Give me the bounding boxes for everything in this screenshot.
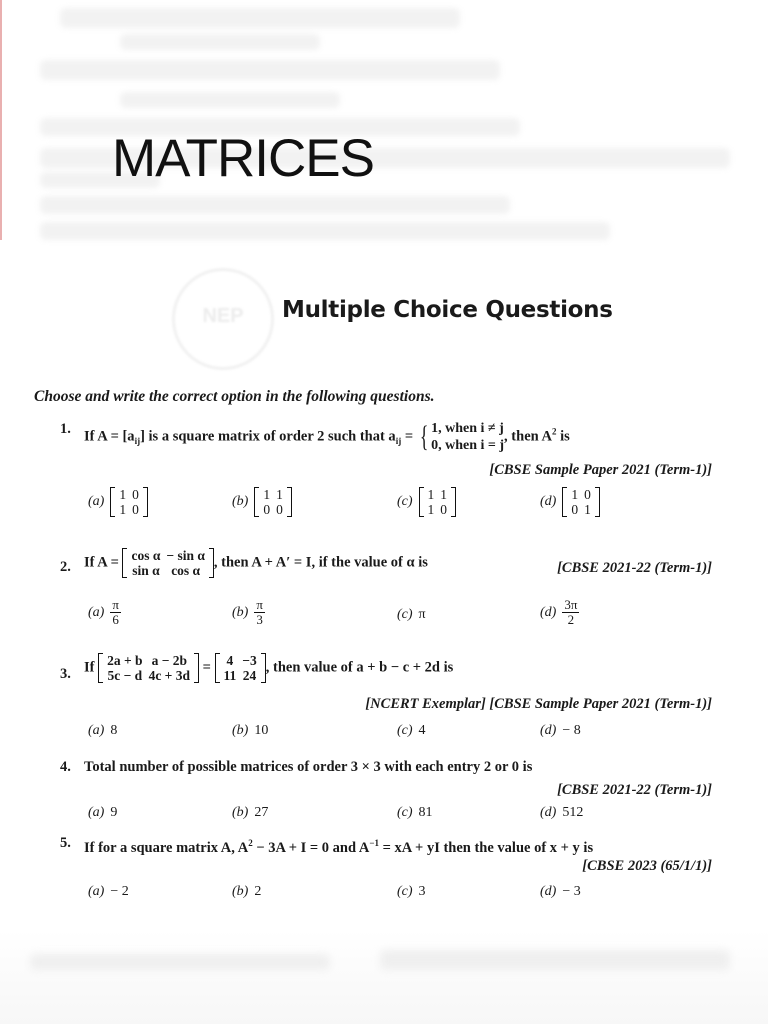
question-source: [NCERT Exemplar] [CBSE Sample Paper 2021 (Term-1)] xyxy=(365,696,712,712)
question-number: 2. xyxy=(60,559,71,575)
matrix-right: 4 −3 11 24 xyxy=(215,653,266,683)
question-source: [CBSE 2023 (65/1/1)] xyxy=(582,858,712,874)
matrix: 1 1 1 0 xyxy=(419,487,457,517)
question-source: [CBSE 2021-22 (Term-1)] xyxy=(557,782,712,798)
chapter-title: MATRICES xyxy=(112,129,374,188)
option-a[interactable]: (a) 9 xyxy=(88,805,118,820)
option-d[interactable]: (d) 512 xyxy=(540,805,584,820)
option-b[interactable]: (b) 27 xyxy=(232,805,269,820)
option-c[interactable]: (c) 4 xyxy=(397,723,426,738)
option-c[interactable]: (c) 3 xyxy=(397,884,426,899)
fraction: $\frac{\pi}{6}$ xyxy=(112,597,119,627)
option-d[interactable]: (d) $\frac{3\pi}{2}$ xyxy=(540,597,578,627)
question-text: If for a square matrix A, $A^2 - 3A + I = 0$ and $A^{-1}$ = xA + yI then the value of x + y is xyxy=(84,838,594,856)
option-a[interactable]: (a) − 2 xyxy=(88,884,129,899)
matrix: 1 0 0 1 xyxy=(562,487,600,517)
matrix: cos α − sin α sin α cos α xyxy=(122,548,213,578)
option-a[interactable]: (a) 1 0 1 0 xyxy=(88,487,148,517)
option-a[interactable]: (a) $\frac{\pi}{6}$ xyxy=(88,597,119,627)
option-c[interactable]: (c) π xyxy=(397,607,426,622)
question-number: 4. xyxy=(60,759,71,775)
question-source: [CBSE Sample Paper 2021 (Term-1)] xyxy=(489,462,712,478)
question-number: 1. xyxy=(60,421,71,437)
question-source: [CBSE 2021-22 (Term-1)] xyxy=(557,560,712,576)
section-title: Multiple Choice Questions xyxy=(282,297,613,323)
option-b[interactable]: (b) $\frac{\pi}{3}$ xyxy=(232,597,263,627)
instructions: Choose and write the correct option in the following questions. xyxy=(34,388,435,405)
option-d[interactable]: (d) 1 0 0 1 xyxy=(540,487,600,517)
option-b[interactable]: (b) 1 1 0 0 xyxy=(232,487,292,517)
option-d[interactable]: (d) − 8 xyxy=(540,723,581,738)
question-text: If A = cos α − sin α sin α cos α , then A + A′ = I, if the value of α is xyxy=(84,548,428,578)
case-1: 1, when i ≠ j xyxy=(431,421,504,436)
option-b[interactable]: (b) 10 xyxy=(232,723,269,738)
matrix-left: 2a + b a − 2b 5c − d 4c + 3d xyxy=(98,653,199,683)
faded-footer xyxy=(0,930,768,1024)
question-number: 5. xyxy=(60,835,71,851)
margin-line xyxy=(0,0,2,240)
question-number: 3. xyxy=(60,666,71,682)
option-c[interactable]: (c) 81 xyxy=(397,805,433,820)
matrix: 1 0 1 0 xyxy=(110,487,148,517)
option-d[interactable]: (d) − 3 xyxy=(540,884,581,899)
option-b[interactable]: (b) 2 xyxy=(232,884,262,899)
option-c[interactable]: (c) 1 1 1 0 xyxy=(397,487,456,517)
question-text: If $A = [a_{ij}]$ is a square matrix of order 2 such that $a_{ij}$ = { 1, when i ≠ j 0, when i = j, then $A^2$ is xyxy=(84,420,570,453)
case-2: 0, when i = j xyxy=(431,438,505,453)
fraction: $\frac{\pi}{3}$ xyxy=(256,597,263,627)
question-text: Total number of possible matrices of order 3 × 3 with each entry 2 or 0 is xyxy=(84,759,533,775)
watermark-seal: NEP xyxy=(172,268,274,370)
matrix: 1 1 0 0 xyxy=(254,487,292,517)
question-text: If 2a + b a − 2b 5c − d 4c + 3d = 4 −3 11 24 , then value of a + b − c + 2d is xyxy=(84,653,454,683)
fraction: $\frac{3\pi}{2}$ xyxy=(564,597,578,627)
option-a[interactable]: (a) 8 xyxy=(88,723,118,738)
